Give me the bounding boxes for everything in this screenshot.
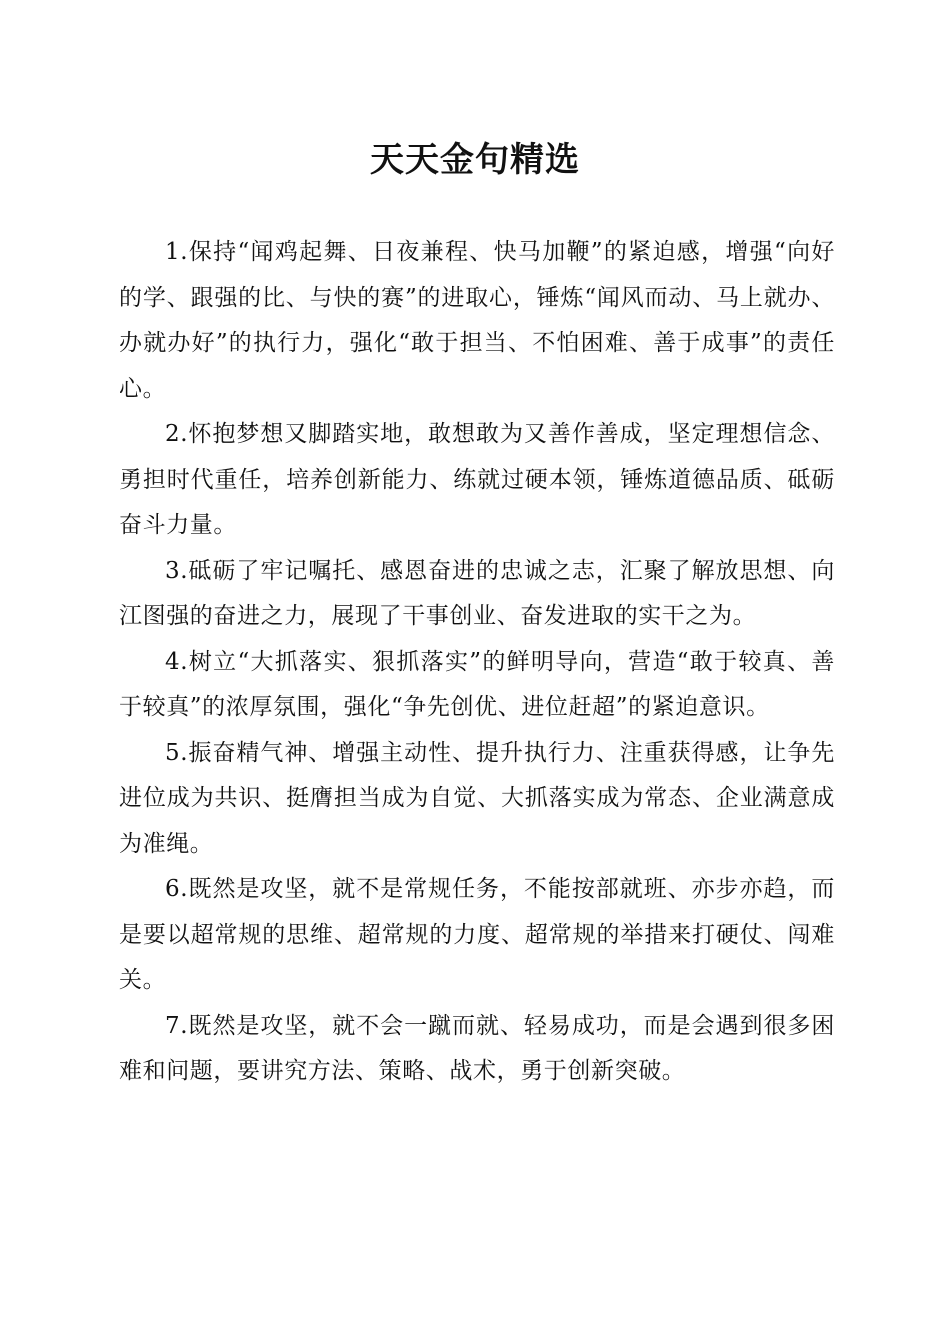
document-body	[119, 230, 835, 1095]
paragraph-3: 3.砥砺了牢记嘱托、感恩奋进的忠诚之志，汇聚了解放思想、向江图强的奋进之力，展现了干事创业、奋发进取的实干之为。	[119, 557, 835, 629]
document-title: 天天金句精选	[370, 140, 580, 180]
paragraph-7: 7.既然是攻坚，就不会一蹴而就、轻易成功，而是会遇到很多困难和问题，要讲究方法、策略、战术，勇于创新突破。	[119, 1012, 835, 1084]
paragraph-2: 2.怀抱梦想又脚踏实地，敢想敢为又善作善成，坚定理想信念、勇担时代重任，培养创新能力、练就过硬本领，锤炼道德品质、砥砺奋斗力量。	[119, 421, 835, 538]
paragraph-5: 5.振奋精气神、增强主动性、提升执行力、注重获得感，让争先进位成为共识、挺膺担当成为自觉、大抓落实成为常态、企业满意成为准绳。	[119, 739, 835, 857]
paragraph-4: 4.树立“大抓落实、狠抓落实”的鲜明导向，营造“敢于较真、善于较真”的浓厚氛围，强化“争先创优、进位赶超”的紧迫意识。	[119, 648, 835, 720]
paragraph-1: 1.保持“闻鸡起舞、日夜兼程、快马加鞭”的紧迫感，增强“向好的学、跟强的比、与快的赛”的进取心，锤炼“闻风而动、马上就办、办就办好”的执行力，强化“敢于担当、不怕困难、善于成事”的责任心。	[119, 239, 835, 402]
paragraph-6: 6.既然是攻坚，就不是常规任务，不能按部就班、亦步亦趋，而是要以超常规的思维、超常规的力度、超常规的举措来打硬仗、闯难关。	[119, 876, 835, 993]
